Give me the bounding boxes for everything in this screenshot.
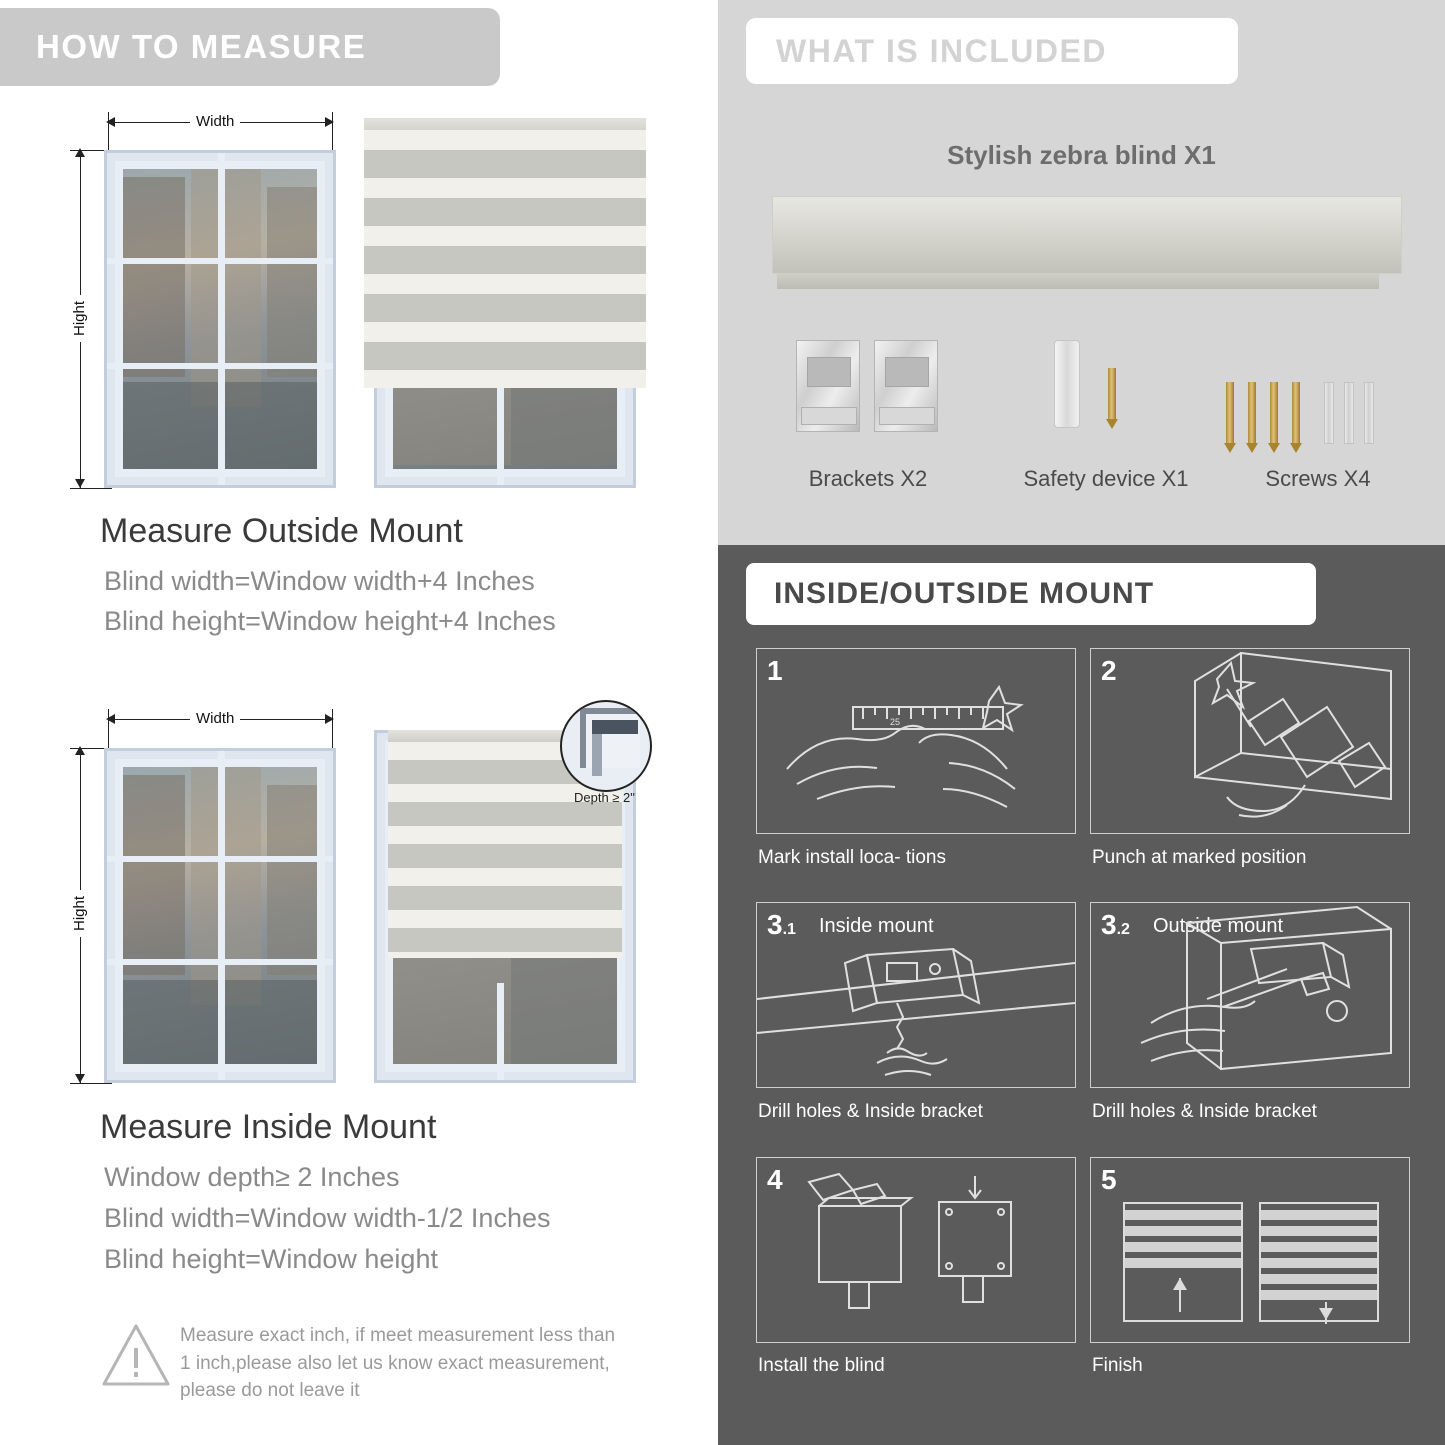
step-3-1-figure [756, 902, 1076, 1088]
svg-text:25: 25 [890, 717, 901, 727]
inside-outside-mount-banner [746, 563, 1316, 625]
step-2-caption: Punch at marked position [1092, 847, 1307, 868]
step-5-figure [1090, 1157, 1410, 1343]
outside-width-label: Width [190, 113, 240, 130]
step-3-2-figure [1090, 902, 1410, 1088]
how-to-measure-banner [0, 8, 500, 86]
wall-anchor-icon-2 [1344, 382, 1354, 444]
window-inside [104, 748, 336, 1083]
blind-preview-right [1259, 1202, 1379, 1322]
step-3-2-caption: Drill holes & Inside bracket [1092, 1101, 1317, 1122]
step-3-2-sublabel: Outside mount [1153, 915, 1284, 937]
step-4-figure [756, 1157, 1076, 1343]
how-to-measure-panel [0, 0, 710, 1445]
blind-preview-left [1123, 1202, 1243, 1322]
outside-mount-line-2: Blind height=Window height+4 Inches [104, 606, 556, 636]
step-3-1-caption: Drill holes & Inside bracket [758, 1101, 983, 1122]
outside-width-tick-right [332, 112, 333, 154]
inside-height-tick-bottom [70, 1083, 112, 1084]
inside-height-label: Hight [71, 890, 88, 937]
inside-mount-title: Measure Inside Mount [100, 1108, 437, 1146]
outside-height-tick-bottom [70, 488, 112, 489]
inside-width-label: Width [190, 710, 240, 727]
inside-outside-mount-panel [718, 545, 1445, 1445]
step-3-1-sublabel: Inside mount [819, 915, 934, 937]
step-4-number: 4 [767, 1164, 783, 1195]
zebra-shade-outside [364, 130, 646, 388]
what-is-included-panel [718, 0, 1445, 545]
step-3-2-number: 3.2 [1101, 909, 1130, 940]
zebra-blind-product-image [772, 196, 1402, 274]
step-1-caption: Mark install loca- tions [758, 847, 946, 868]
outside-mount-title: Measure Outside Mount [100, 512, 463, 550]
screw-icon-1 [1226, 382, 1234, 444]
step-3-1-number: 3.1 [767, 909, 796, 940]
window-outside [104, 150, 336, 488]
step-4-caption: Install the blind [758, 1355, 885, 1376]
outside-mount-line-1: Blind width=Window width+4 Inches [104, 566, 535, 596]
outside-height-label: Hight [71, 295, 88, 342]
inside-outside-mount-title: INSIDE/OUTSIDE MOUNT [774, 577, 1155, 610]
how-to-measure-title: HOW TO MEASURE [36, 28, 367, 65]
wall-anchor-icon-1 [1324, 382, 1334, 444]
step-1-figure [756, 648, 1076, 834]
inside-height-arrow-down [75, 1074, 85, 1083]
screws-label: Screws X4 [1265, 466, 1371, 491]
bracket-icon-1 [796, 340, 860, 432]
screw-icon-0 [1108, 368, 1116, 420]
brackets-label: Brackets X2 [808, 466, 928, 491]
safety-device-label: Safety device X1 [1023, 466, 1189, 491]
step-2-number: 2 [1101, 655, 1117, 686]
warning-text: Measure exact inch, if meet measurement less than 1 inch,please also let us know exact measurement, please do not leave it [180, 1325, 616, 1402]
outside-height-arrow-down [75, 479, 85, 488]
inside-mount-line-1: Window depth≥ 2 Inches [104, 1162, 400, 1192]
step-2-figure [1090, 648, 1410, 834]
product-title: Stylish zebra blind X1 [947, 140, 1216, 170]
depth-callout-circle [560, 700, 652, 792]
window-frame-inner [115, 161, 325, 477]
step-1-number: 1 [767, 655, 783, 686]
inside-width-tick-right [332, 709, 333, 751]
step-5-number: 5 [1101, 1164, 1117, 1195]
warning-triangle-icon [100, 1322, 172, 1393]
safety-device-icon [1054, 340, 1080, 428]
what-is-included-banner [746, 18, 1238, 84]
inside-width-tick-left [108, 709, 109, 751]
inside-mount-line-2: Blind width=Window width-1/2 Inches [104, 1203, 551, 1233]
screw-icon-3 [1270, 382, 1278, 444]
screw-icon-4 [1292, 382, 1300, 444]
inside-mount-line-3: Blind height=Window height [104, 1244, 438, 1274]
bracket-icon-2 [874, 340, 938, 432]
depth-callout-label: Depth ≥ 2" [574, 790, 635, 805]
wall-anchor-icon-3 [1364, 382, 1374, 444]
window-frame-inner-3 [115, 759, 325, 1072]
what-is-included-title: WHAT IS INCLUDED [776, 32, 1107, 69]
screw-icon-2 [1248, 382, 1256, 444]
outside-width-tick-left [108, 112, 109, 154]
step-5-caption: Finish [1092, 1355, 1143, 1376]
